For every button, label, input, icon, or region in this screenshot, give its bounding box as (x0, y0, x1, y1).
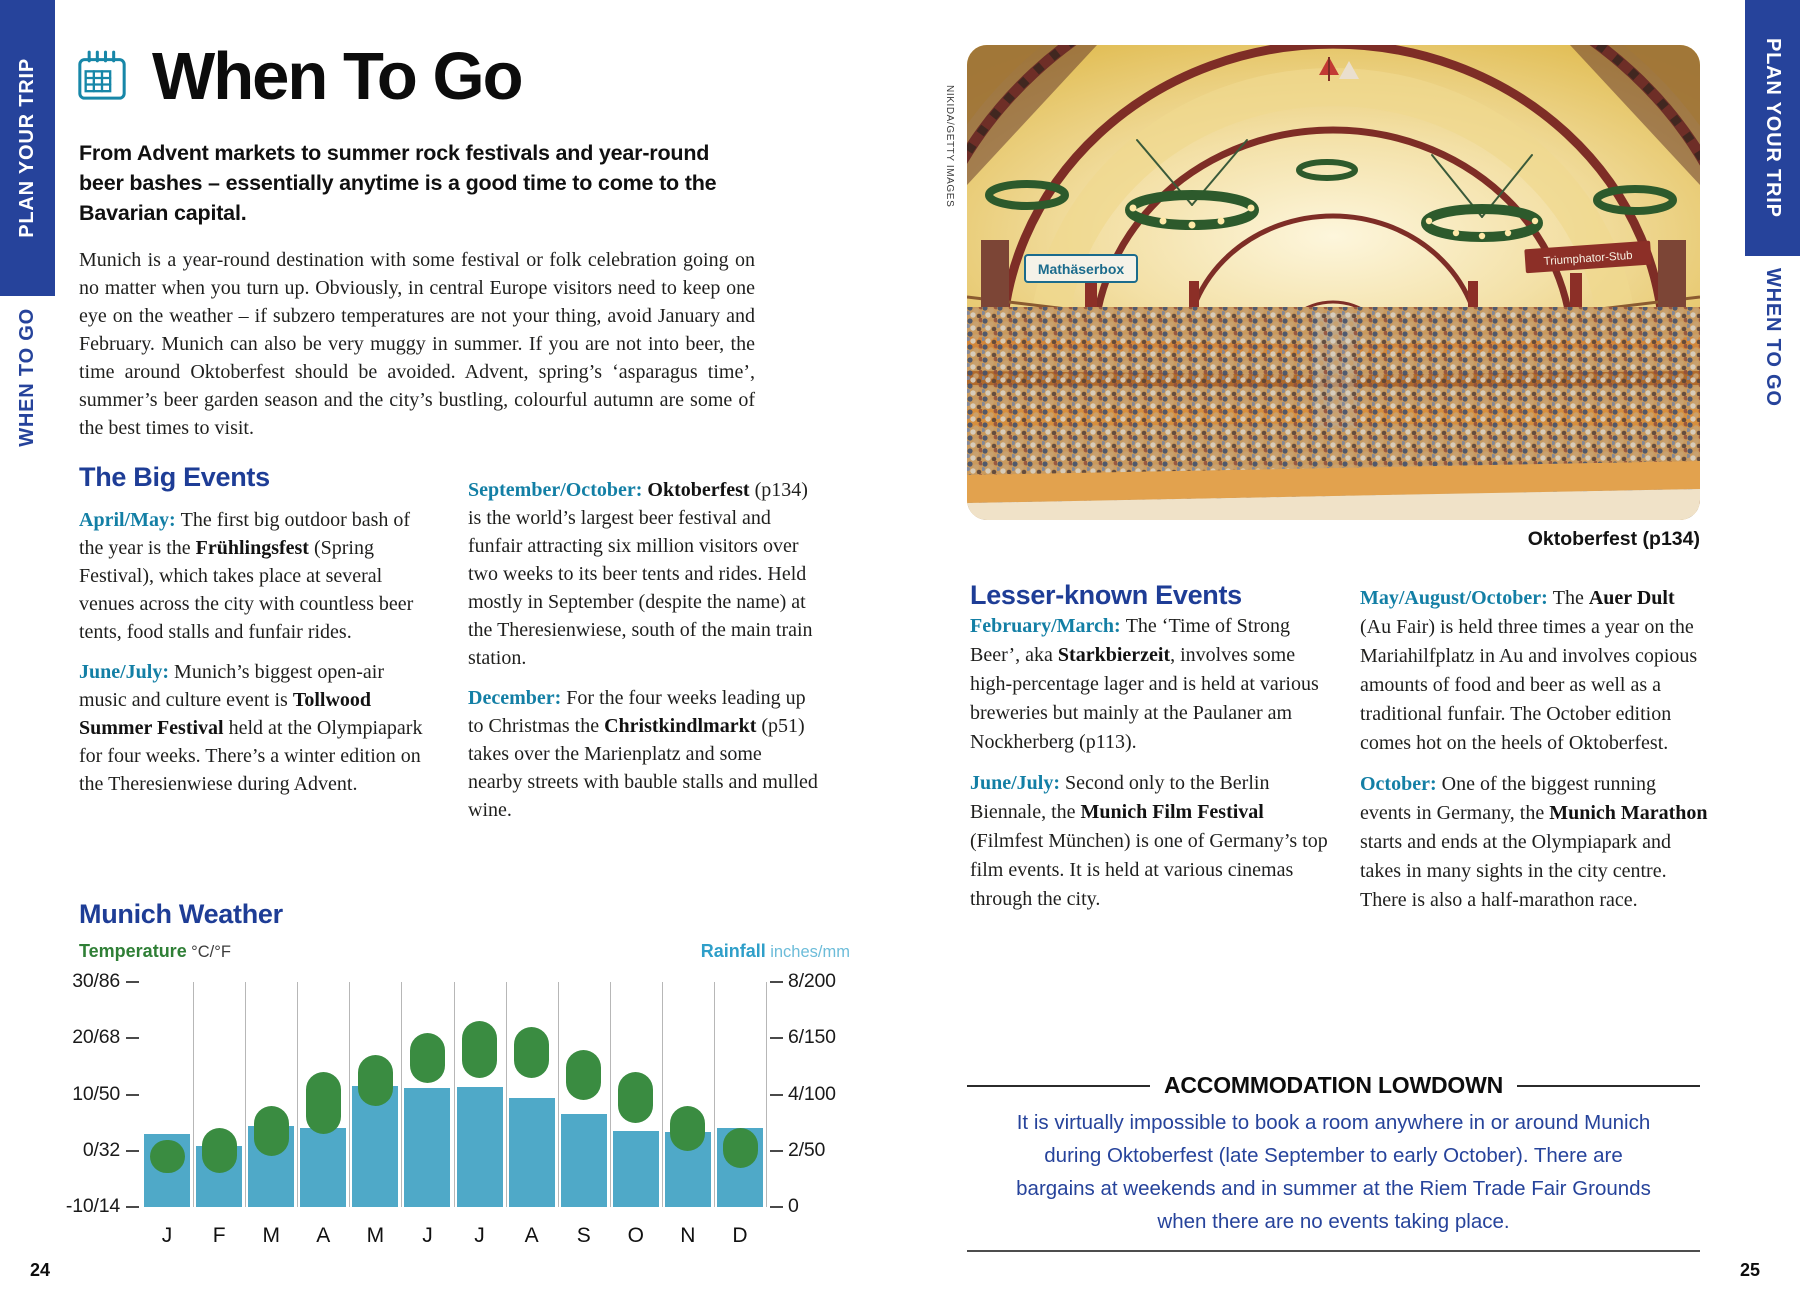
paragraph-lead: December: (468, 687, 567, 709)
month-label: J (422, 1224, 433, 1247)
chart-gridline (349, 982, 350, 1207)
tent-sign-left (1025, 255, 1137, 282)
rain-axis-dash (770, 981, 783, 983)
accommodation-heading-row (967, 1072, 1700, 1099)
rain-axis-tick: 6/150 (788, 1026, 836, 1049)
paragraph-lead: September/October: (468, 479, 648, 501)
left-tab-plan-your-trip: PLAN YOUR TRIP (16, 58, 38, 238)
temp-axis-dash (126, 1037, 139, 1039)
month-label: J (474, 1224, 485, 1247)
svg-text:Mathäserbox: Mathäserbox (1037, 261, 1125, 277)
page-bottom-rule (967, 1250, 1700, 1252)
weather-heading: Munich Weather (79, 899, 283, 929)
temp-axis-dash (126, 1150, 139, 1152)
month-label: N (680, 1224, 696, 1247)
page-title: When To Go (152, 39, 522, 114)
event-paragraph: May/August/October: The Auer Dult (Au Fair) is held three times a year on the Mariahilfplatz in Au and involves copious amounts of food and beer as well as a traditional funfair. The October edition comes hot on the heels of Oktoberfest. (1360, 587, 1698, 754)
paragraph-lead: April/May: (79, 509, 181, 531)
temperature-range-pill (723, 1128, 758, 1167)
chart-gridline (193, 982, 194, 1207)
right-tab-when-to-go-wrap (1745, 268, 1800, 448)
big-events-heading: The Big Events (79, 462, 270, 492)
svg-text:Triumphator-Stub: Triumphator-Stub (1543, 249, 1633, 269)
chart-gridline (610, 982, 611, 1207)
temperature-range-pill (514, 1027, 549, 1078)
paragraph-lead: June/July: (79, 661, 175, 683)
paragraph-lead: February/March: (970, 615, 1126, 637)
lesser-events-col1 (970, 612, 1330, 926)
temperature-range-pill (618, 1072, 653, 1123)
event-paragraph: October: One of the biggest running events in Germany, the Munich Marathon starts and ends at the Olympiapark and takes in many sights in the city centre. There is also a half-marathon race. (1360, 773, 1708, 911)
temp-axis-dash (126, 1206, 139, 1208)
beer-tent-illustration (967, 45, 1700, 520)
paragraph-lead: October: (1360, 773, 1442, 795)
month-label: M (262, 1224, 280, 1247)
photo-credit: NIKIDA/GETTY IMAGES (944, 85, 955, 208)
temperature-range-pill (410, 1033, 445, 1084)
event-paragraph: June/July: Second only to the Berlin Biennale, the Munich Film Festival (Filmfest München) is one of Germany’s top film events. It is held at various cinemas through the city. (970, 772, 1328, 910)
rain-axis-dash (770, 1037, 783, 1039)
rainfall-bar (613, 1131, 659, 1208)
month-label: J (161, 1224, 173, 1247)
left-tab-when-to-go: WHEN TO GO (16, 308, 38, 447)
right-page-number: 25 (1739, 1260, 1760, 1280)
rain-axis-dash (770, 1206, 783, 1208)
event-paragraph: September/October: Oktoberfest (p134) is the world’s largest beer festival and funfair attracting six million visitors over two weeks to its beer tents and rides. Held mostly in September (despite the name) at the Theresienwiese, south of the main train station. (468, 479, 813, 669)
chart-gridline (662, 982, 663, 1207)
temp-axis-dash (126, 981, 139, 983)
chart-gridline (245, 982, 246, 1207)
heading-rule-right (1517, 1085, 1700, 1087)
paragraph-lead: May/August/October: (1360, 587, 1553, 609)
big-events-col1 (79, 506, 431, 810)
temp-axis-tick: 10/50 (72, 1082, 120, 1105)
intro-paragraph: Munich is a year-round destination with some festival or folk celebration going on no matter when you turn up. Obviously, in central Europe visitors need to keep one eye on the weather – if subzero temperatures are not your thing, avoid January and February. Munich can also be very muggy in summer. If you are not into beer, the time around Oktoberfest should be avoided. Advent, spring’s ‘asparagus time’, summer’s beer garden season and the city’s bustling, colourful autumn are some of the best times to visit. (79, 249, 755, 439)
chart-gridline (454, 982, 455, 1207)
temperature-range-pill (358, 1055, 393, 1106)
temperature-range-pill (254, 1106, 289, 1157)
rainfall-bar (300, 1128, 346, 1207)
temperature-range-pill (150, 1140, 185, 1174)
rainfall-legend-label: Rainfall (700, 941, 766, 961)
heading-rule-left (967, 1085, 1150, 1087)
temp-axis-tick: 0/32 (82, 1138, 120, 1161)
month-label: F (212, 1224, 226, 1247)
month-label: A (524, 1224, 539, 1247)
month-label: O (627, 1224, 644, 1247)
temperature-range-pill (462, 1021, 497, 1077)
right-page-edge-tab (1745, 0, 1800, 256)
event-paragraph: December: For the four weeks leading up to Christmas the Christkindlmarkt (p51) takes over the Marienplatz and some nearby streets with bauble stalls and mulled wine. (468, 687, 818, 821)
accommodation-heading: ACCOMMODATION LOWDOWN (1163, 1072, 1504, 1098)
rain-axis-tick: 0 (788, 1195, 799, 1217)
left-page-edge-tab (0, 0, 55, 296)
rain-axis-dash (770, 1094, 783, 1096)
event-paragraph: February/March: The ‘Time of Strong Beer’, aka Starkbierzeit, involves some high-percentage lager and is held at various breweries but mainly at the Paulaner am Nockherberg (p113). (970, 615, 1319, 753)
rainfall-legend-units: inches/mm (770, 943, 850, 961)
temperature-range-pill (306, 1072, 341, 1134)
chart-gridline (297, 982, 298, 1207)
month-label: S (576, 1224, 591, 1247)
temp-axis-tick: 30/86 (72, 970, 120, 992)
month-label: D (732, 1224, 748, 1247)
rain-axis-tick: 8/200 (788, 970, 836, 992)
temperature-range-pill (670, 1106, 705, 1151)
temp-axis-dash (126, 1094, 139, 1096)
chart-gridline (506, 982, 507, 1207)
accommodation-body-wrap (967, 1106, 1700, 1238)
left-tab-when-to-go-wrap (0, 308, 55, 488)
chart-gridline (714, 982, 715, 1207)
temperature-legend-units: °C/°F (191, 943, 231, 961)
paragraph-lead: June/July: (970, 772, 1066, 794)
rainfall-bar (457, 1087, 503, 1207)
right-tab-plan-your-trip: PLAN YOUR TRIP (1762, 38, 1784, 218)
weather-chart (0, 970, 900, 1272)
rainfall-legend (560, 941, 850, 962)
lesser-events-col2 (1360, 584, 1708, 927)
temperature-legend-label: Temperature (79, 941, 187, 961)
month-label: A (316, 1224, 331, 1247)
big-events-col2 (468, 476, 820, 836)
rain-axis-tick: 2/50 (788, 1138, 826, 1161)
lead-paragraph: From Advent markets to summer rock festivals and year-round beer bashes – essentially anytime is a good time to come to the Bavarian capital. (79, 141, 717, 225)
calendar-icon (74, 48, 130, 104)
rain-axis-tick: 4/100 (788, 1082, 836, 1105)
event-paragraph: April/May: The first big outdoor bash of the year is the Frühlingsfest (Spring Festival), which takes place at several venues across the city with countless beer tents, food stalls and funfair rides. (79, 509, 414, 643)
rainfall-bar (404, 1088, 450, 1207)
rain-axis-dash (770, 1150, 783, 1152)
photo-caption: Oktoberfest (p134) (1527, 528, 1700, 550)
chart-gridline (401, 982, 402, 1207)
temp-axis-tick: -10/14 (65, 1195, 120, 1217)
rainfall-bar (561, 1114, 607, 1207)
temp-axis-tick: 20/68 (72, 1026, 120, 1049)
event-paragraph: June/July: Munich’s biggest open-air music and culture event is Tollwood Summer Festival held at the Olympiapark for four weeks. There’s a winter edition on the Theresienwiese during Advent. (79, 661, 423, 795)
month-label: M (366, 1224, 385, 1247)
temperature-range-pill (566, 1050, 601, 1101)
accommodation-body: It is virtually impossible to book a room anywhere in or around Munich during Oktoberfest (late September to early October). There are bargains at weekends and in summer at the Riem Trade Fair Grounds when there are no events taking place. (1016, 1111, 1651, 1233)
rainfall-bar (509, 1098, 555, 1207)
chart-gridline (766, 982, 767, 1207)
temperature-legend (79, 941, 231, 962)
temperature-range-pill (202, 1128, 237, 1173)
chart-gridline (558, 982, 559, 1207)
left-page-number: 24 (30, 1260, 51, 1280)
lesser-events-heading: Lesser-known Events (970, 580, 1242, 610)
oktoberfest-photo (967, 45, 1700, 520)
right-tab-when-to-go: WHEN TO GO (1762, 268, 1784, 407)
